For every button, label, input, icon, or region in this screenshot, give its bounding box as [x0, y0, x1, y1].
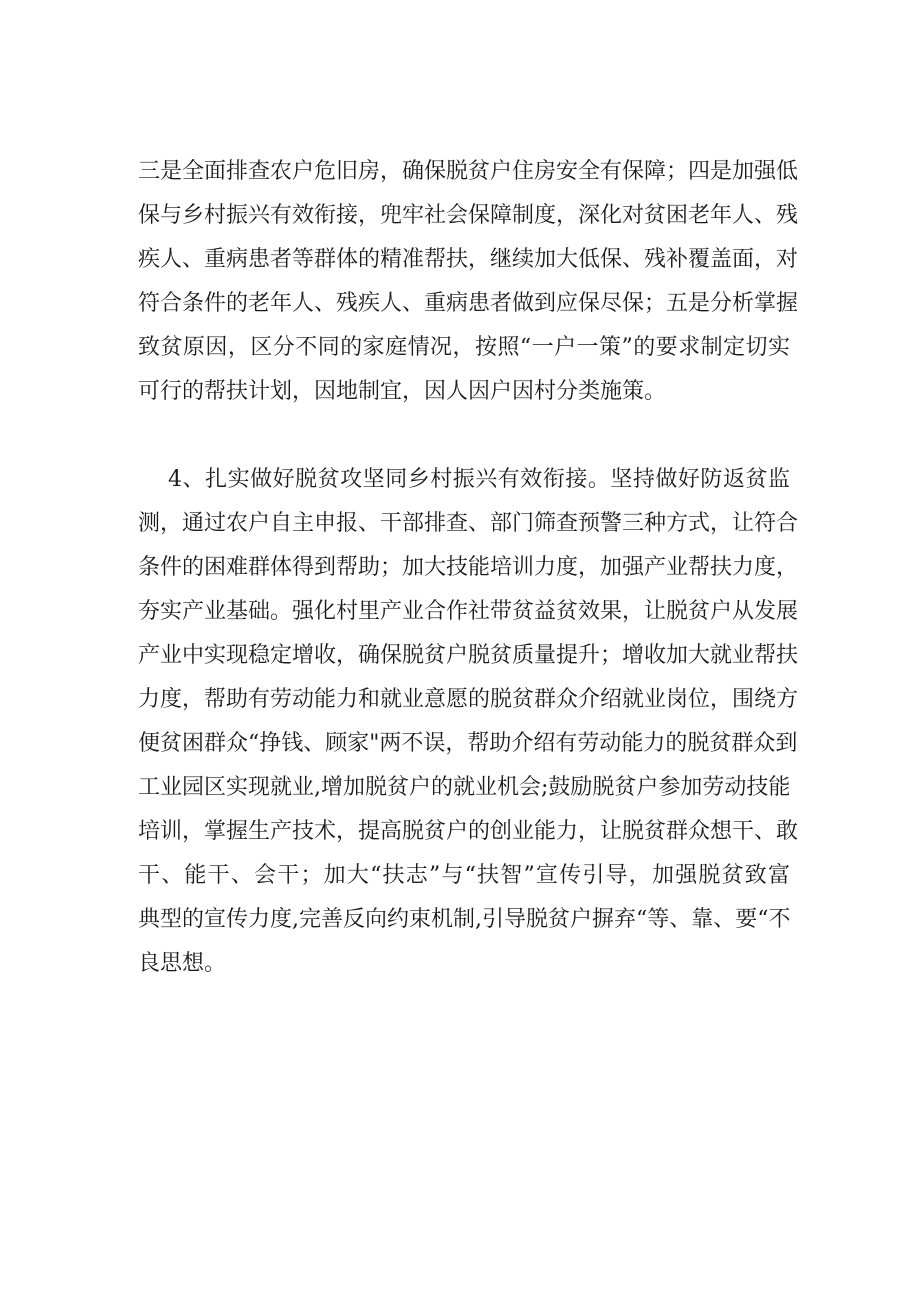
paragraph-housing-security — [138, 150, 799, 414]
paragraph-line: 夯实产业基础。强化村里产业合作社带贫益贫效果，让脱贫户从发展 — [138, 599, 799, 624]
paragraph-section-4 — [138, 458, 799, 986]
paragraph-line: 保与乡村振兴有效衔接，兜牢社会保障制度，深化对贫困老年人、残 — [138, 203, 799, 228]
paragraph-line: 三是全面排查农户危旧房，确保脱贫户住房安全有保障；四是加强低 — [138, 159, 799, 184]
paragraph-line: 符合条件的老年人、残疾人、重病患者做到应保尽保；五是分析掌握 — [138, 291, 799, 316]
paragraph-line: 条件的困难群体得到帮助；加大技能培训力度，加强产业帮扶力度， — [138, 555, 799, 580]
paragraph-line: 培训，掌握生产技术，提高脱贫户的创业能力，让脱贫群众想干、敢 — [138, 819, 799, 844]
paragraph-line: 测，通过农户自主申报、干部排查、部门筛查预警三种方式，让符合 — [138, 511, 799, 536]
paragraph-line: 力度，帮助有劳动能力和就业意愿的脱贫群众介绍就业岗位，围绕方 — [138, 687, 799, 712]
paragraph-line: 便贫困群众“挣钱、顾家"两不误，帮助介绍有劳动能力的脱贫群众到 — [138, 731, 798, 756]
paragraph-line: 产业中实现稳定增收，确保脱贫户脱贫质量提升；增收加大就业帮扶 — [138, 643, 799, 668]
paragraph-line: 工业园区实现就业,增加脱贫户的就业机会;鼓励脱贫户参加劳动技能 — [138, 775, 791, 800]
paragraph-line: 良思想。 — [138, 951, 227, 976]
paragraph-line: 干、能干、会干；加大“扶志”与“扶智”宣传引导，加强脱贫致富 — [138, 863, 790, 888]
paragraph-line: 可行的帮扶计划，因地制宜，因人因户因村分类施策。 — [138, 379, 667, 404]
paragraph-line: 疾人、重病患者等群体的精准帮扶，继续加大低保、残补覆盖面，对 — [138, 247, 799, 272]
paragraph-line: 4、扎实做好脱贫攻坚同乡村振兴有效衔接。坚持做好防返贫监 — [138, 467, 790, 492]
paragraph-line: 典型的宣传力度,完善反向约束机制,引导脱贫户摒弃“等、靠、要“不 — [138, 907, 791, 932]
paragraph-line: 致贫原因，区分不同的家庭情况，按照“一户一策”的要求制定切实 — [138, 335, 790, 360]
